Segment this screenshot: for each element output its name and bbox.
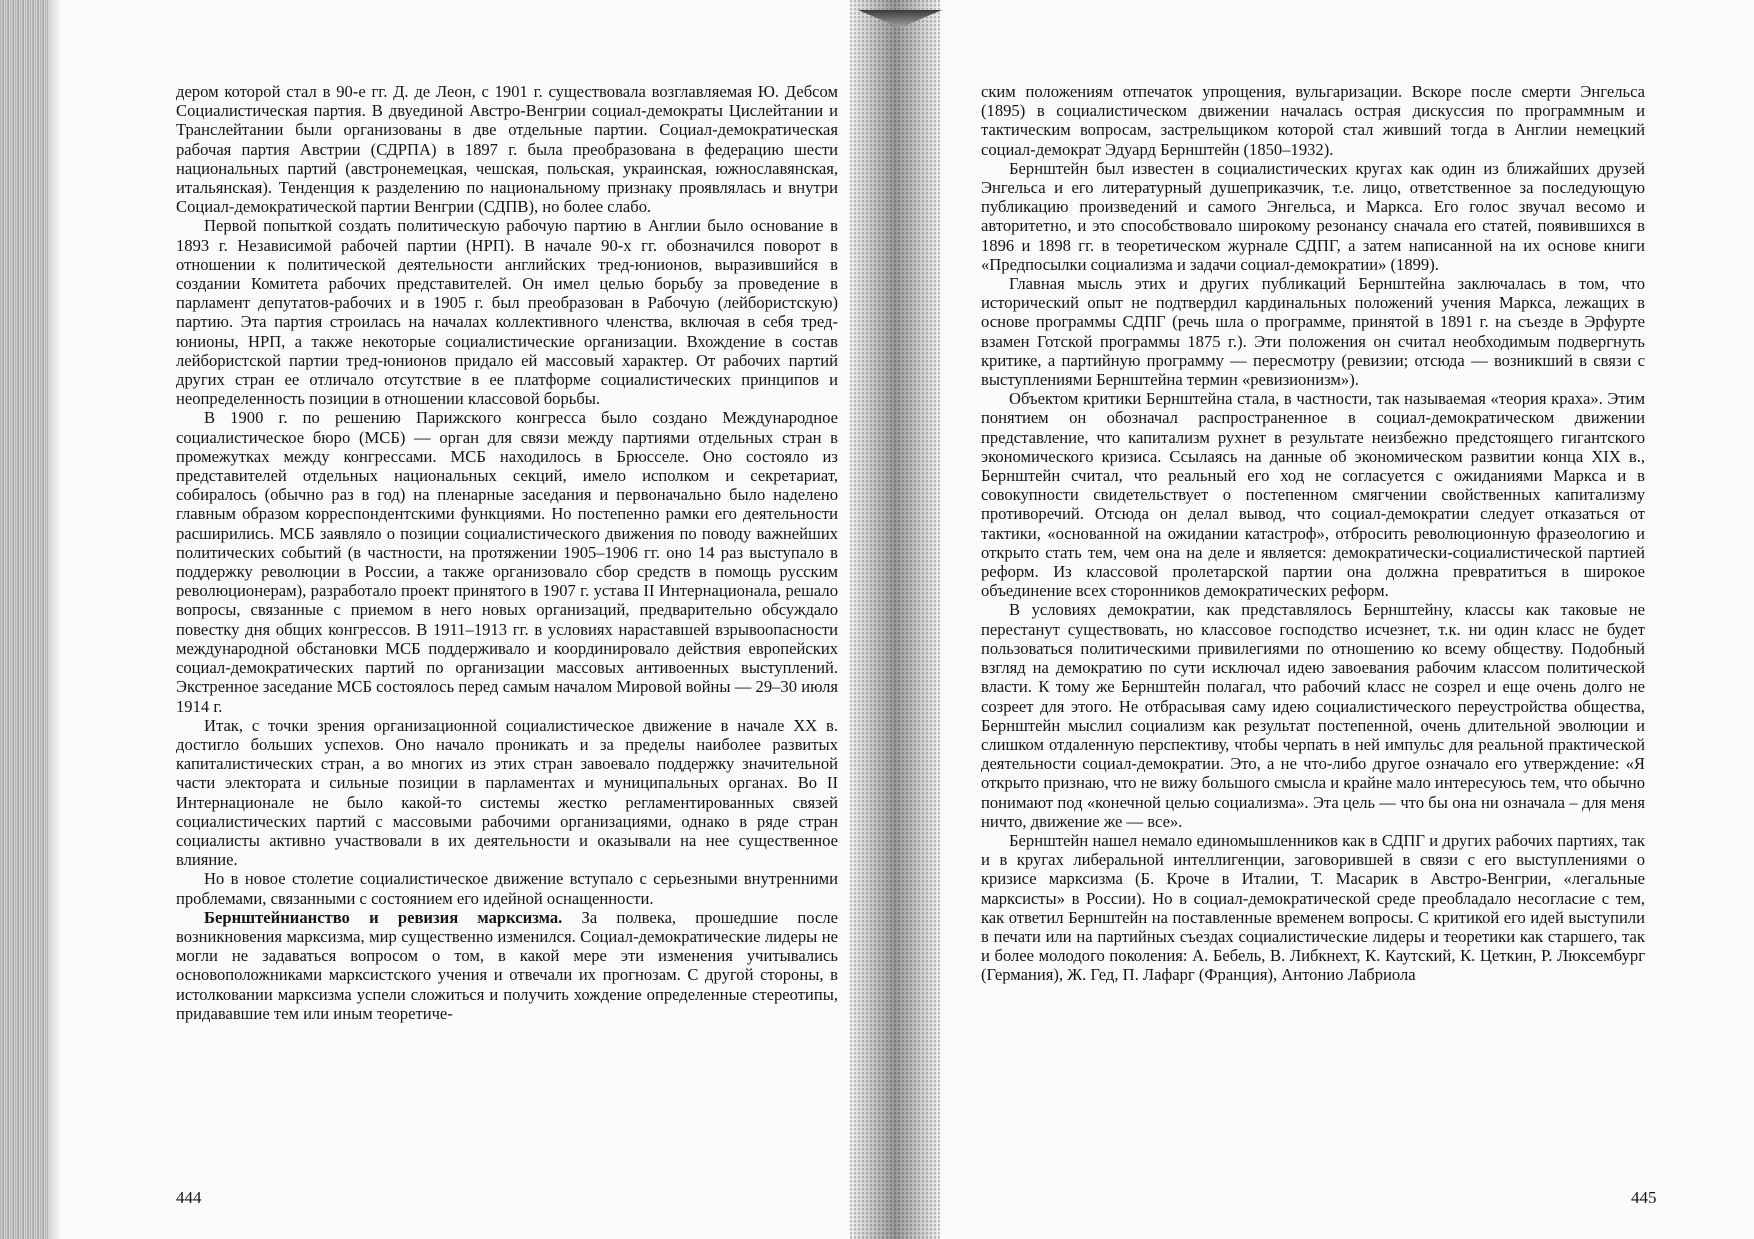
paragraph-text: За полвека, прошедшие после возникновения марксизма, мир существенно изменился. Социал-демократические лидеры не могли не задаваться вопросом о том, в какой мере эти изменения учитывались основоположниками марксистского учения и отвечали их прогнозам. С другой стороны, в истолковании марксизма успели сложиться и получить хождение определенные стереотипы, придававшие тем или иным теоретиче- [176,907,838,1023]
paragraph: Бернштейн нашел немало единомышленников как в СДПГ и других рабочих партиях, так и в кругах либеральной интеллигенции, заговорившей в связи с его выступлениями о кризисе марксизма (Б. Кроче в Италии, Т. Масарик в Австро-Венгрии, «легальные марксисты» в России). Но в социал-демократической среде преобладало несогласие с тем, как ответил Бернштейн на поставленные временем вопросы. С критикой его идей выступили в печати или на партийных съездах социалистические лидеры и теоретики как старшего, так и более молодого поколения: А. Бебель, В. Либкнехт, К. Каутский, К. Цеткин, Р. Люксембург (Германия), Ж. Гед, П. Лафарг (Франция), Антонио Лабриола [981,830,1645,985]
paragraph: дером которой стал в 90-е гг. Д. де Леон, с 1901 г. существовала возглавляемая Ю. Дебсом Социалистическая партия. В двуединой Австро-Венгрии социал-демократы Цислейтании и Транслейтании были организованы в две отдельные партии. Социал-демократическая рабочая партия Австрии (СДРПА) в 1897 г. была преобразована в федерацию шести национальных партий (австронемецкая, чешская, польская, украинская, южнославянская, итальянская). Тенденция к разделению по национальному признаку проявлялась и внутри Социал-демократической партии Венгрии (СДПВ), но более слабо. [176,82,838,217]
paragraph: Первой попыткой создать политическую рабочую партию в Англии было основание в 1893 г. Независимой рабочей партии (НРП). В начале 90-х гг. обозначился поворот в отношении к политической деятельности английских тред-юнионов, выразившийся в создании Комитета рабочих представителей. Он имел целью борьбу за проведение в парламент депутатов-рабочих и в 1905 г. был преобразован в Рабочую (лейбористскую) партию. Эта партия строилась на началах коллективного членства, включая в себя тред-юнионы, НРП, а также некоторые социалистические организации. Вхождение в состав лейбористской партии тред-юнионов придало ей массовый характер. От рабочих партий других стран ее отличало отсутствие в ее платформе социалистических принципов и неопределенность позиции в отношении классовой борьбы. [176,216,838,409]
left-page-text [176,82,838,1023]
book-spine-gutter [850,0,940,1239]
paragraph-with-heading [176,908,838,1023]
paragraph: Итак, с точки зрения организационной социалистическое движение в начале XX в. достигло больших успехов. Оно начало проникать и за пределы наиболее развитых капиталистических стран, а во многих из этих стран завоевало поддержку значительной части электората и сильные позиции в парламентах и муниципальных органах. Во II Интернационале не было какой-то системы жестко регламентированных связей социалистических партий с массовыми рабочими организациями, однако в ряде стран социалисты активно участвовали в их деятельности и оказывали на нее существенное влияние. [176,715,838,870]
paragraph: ским положениям отпечаток упрощения, вульгаризации. Вскоре после смерти Энгельса (1895) в социалистическом движении началась острая дискуссия по программным и тактическим вопросам, застрельщиком которой стал живший тогда в Англии немецкий социал-демократ Эдуард Бернштейн (1850–1932). [981,82,1645,159]
paragraph: В условиях демократии, как представлялось Бернштейну, классы как таковые не перестанут существовать, но классовое господство исчезнет, т.к. ни один класс не будет пользоваться политическими привилегиями по отношению ко всему обществу. Подобный взгляд на демократию по сути исключал идею завоевания рабочим классом политической власти. К тому же Бернштейн полагал, что рабочий класс не созрел и еще очень долго не созреет для этого. Не отбрасывая саму идею социалистического переустройства общества, Бернштейн мыслил социализм как результат постепенной, очень длительной эволюции и слишком отдаленную перспективу, чтобы черпать в ней импульс для реальной практической деятельности социал-демократии. Это, а не что-либо другое означало его утверждение: «Я открыто признаю, что не вижу большого смысла и крайне мало интересуюсь тем, что обычно понимают под «конечной целью социализма». Эта цель — что бы она ни означала – для меня ничто, движение же — все». [981,600,1645,831]
paragraph: Бернштейн был известен в социалистических кругах как один из ближайших друзей Энгельса и его литературный душеприказчик, т.е. лицо, ответственное за последующую публикацию произведений и самого Энгельса, и Маркса. Его голос звучал весомо и авторитетно, и это способствовало широкому резонансу сначала его статей, появившихся в 1896 и 1898 гг. в теоретическом журнале СДПГ, а затем написанной на их основе книги «Предпосылки социализма и задачи социал-демократии» (1899). [981,158,1645,274]
page-number-left: 444 [176,1188,202,1207]
paragraph: Объектом критики Бернштейна стала, в частности, так называемая «теория краха». Этим понятием он обозначал распространенное в социал-демократическом движении представление, что капитализм рухнет в результате неизбежно предстоящего гигантского экономического кризиса. Ссылаясь на данные об экономическом развитии конца XIX в., Бернштейн считал, что реальный его ход не согласуется с ожиданиями Маркса и в совокупности свидетельствует о постепенном смягчении свойственных капитализму противоречий. Отсюда он делал вывод, что социал-демократии следует отказаться от тактики, «основанной на ожидании катастроф», отбросить революционную фразеологию и открыто стать тем, чем она на деле и является: демократически-социалистической партией реформ. Из классовой пролетарской партии она должна превратиться в широкое объединение всех сторонников демократических реформ. [981,389,1645,601]
right-page-text [981,82,1645,985]
book-edge-left [0,0,48,1239]
right-page [877,0,1754,1239]
page-number-right: 445 [1631,1188,1657,1207]
paragraph: В 1900 г. по решению Парижского конгресса было создано Международное социалистическое бюро (МСБ) — орган для связи между партиями отдельных стран в промежутках между конгрессами. МСБ находилось в Брюсселе. Оно состояло из представителей отдельных национальных секций, имело исполком и секретариат, собиралось (обычно раз в год) на пленарные заседания и первоначально было наделено главным образом корреспондентскими функциями. Но постепенно рамки его деятельности расширились. МСБ заявляло о позиции социалистического движения по поводу важнейших политических событий (в частности, на протяжении 1905–1906 гг. оно 14 раз выступало в поддержку революции в России, а также организовало сбор средств в помощь русским революционерам), разработало проект принятого в 1907 г. устава II Интернационала, решало вопросы, связанные с приемом в него новых организаций, предварительно обсуждало повестку дня общих конгрессов. В 1911–1913 гг. в условиях нараставшей взрывоопасности международной обстановки МСБ поддерживало и координировало действия европейских социал-демократических партий по организации массовых антивоенных выступлений. Экстренное заседание МСБ состоялось перед самым началом Мировой войны — 29–30 июля 1914 г. [176,408,838,716]
paragraph: Главная мысль этих и других публикаций Бернштейна заключалась в том, что исторический опыт не подтвердил кардинальных положений учения Маркса, лежащих в основе программы СДПГ (речь шла о программе, принятой в 1891 г. на съезде в Эрфурте взамен Готской программы 1875 г.). Эти положения он считал необходимым подвергнуть критике, а партийную программу — пересмотру (ревизии; отсюда — возникший в связи с выступлениями Бернштейна термин «ревизионизм»). [981,274,1645,390]
paragraph: Но в новое столетие социалистическое движение вступало с серьезными внутренними проблемами, связанными с состоянием его идейной оснащенности. [176,869,838,908]
section-heading: Бернштейнианство и ревизия марксизма. [204,907,563,927]
